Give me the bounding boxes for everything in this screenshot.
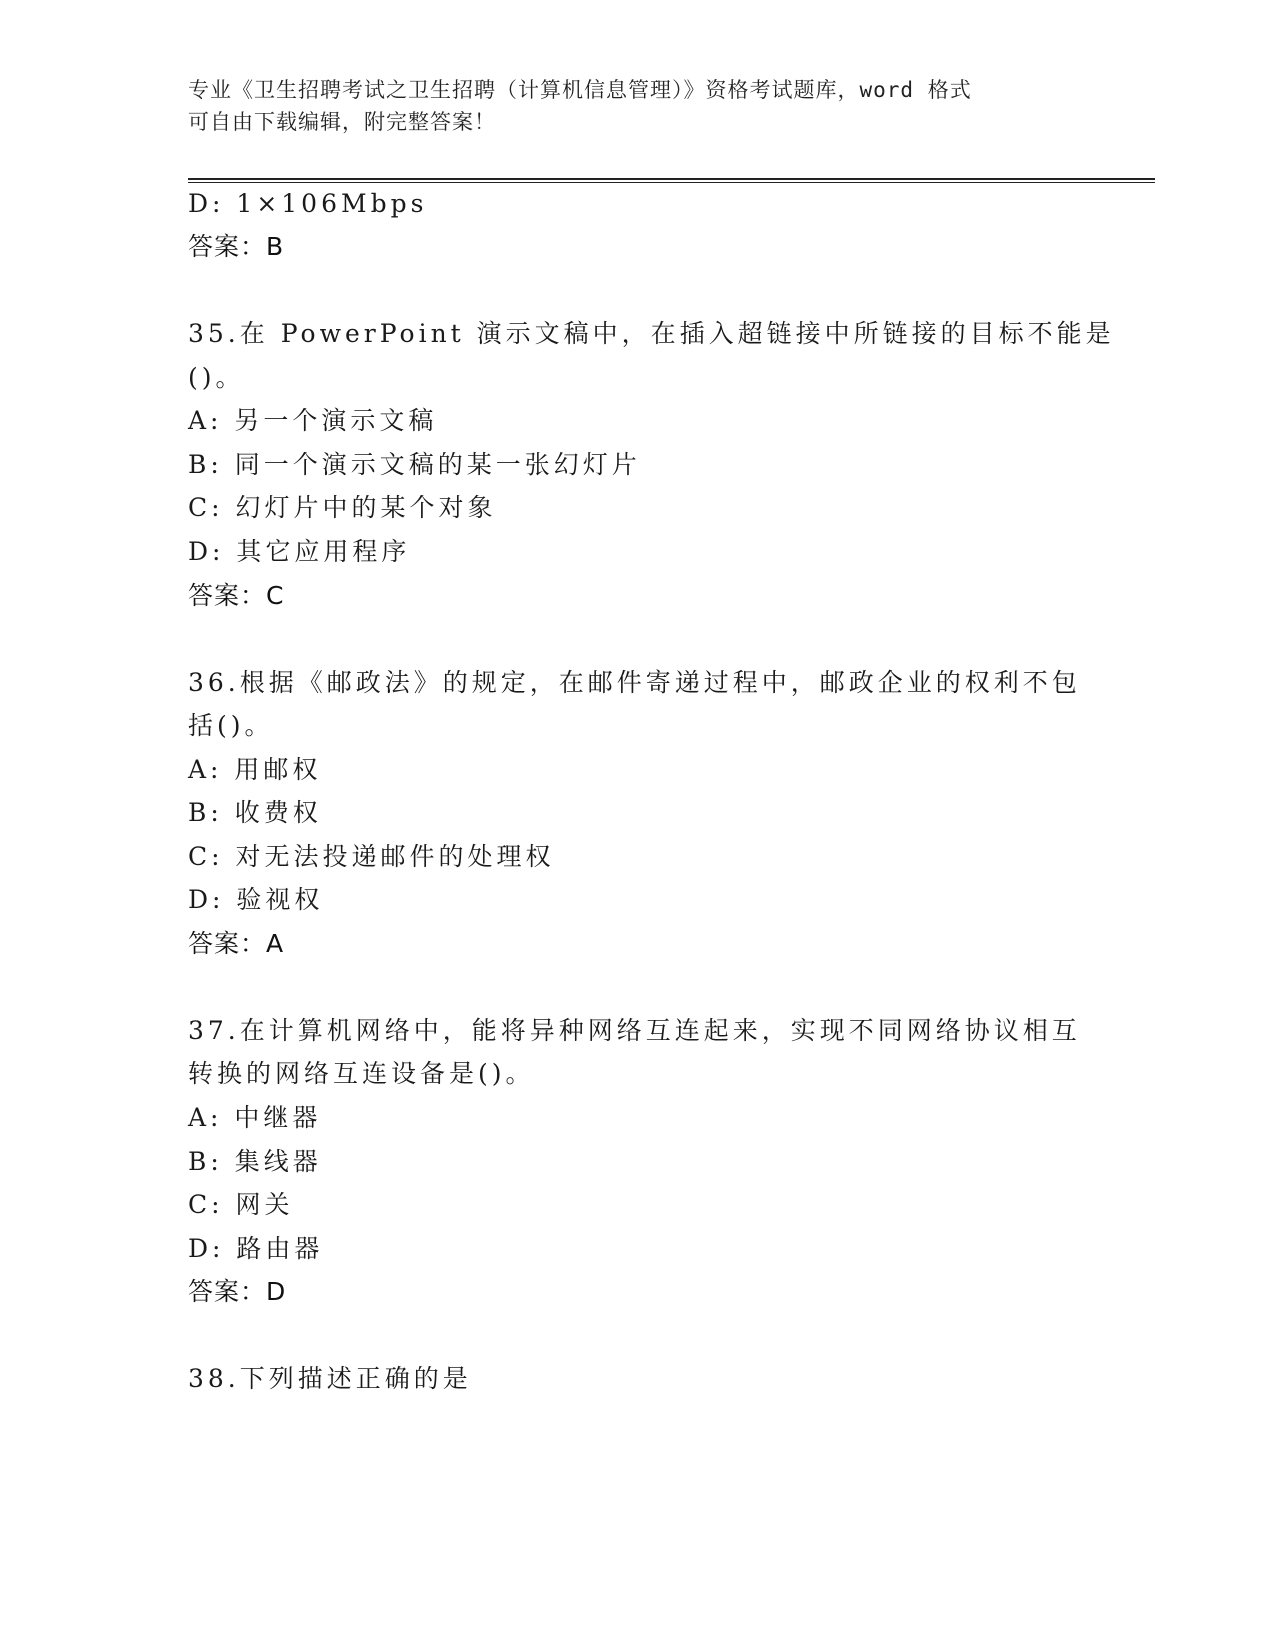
header-line-2: 可自由下载编辑，附完整答案！ — [188, 110, 496, 134]
q34-answer: 答案：B — [188, 232, 285, 261]
q35-stem-line-1: 35.在 PowerPoint 演示文稿中，在插入超链接中所链接的目标不能是 — [188, 319, 1115, 348]
q37-stem-line-1: 37.在计算机网络中，能将异种网络互连起来，实现不同网络协议相互 — [188, 1016, 1081, 1045]
q35-option-d: D: 其它应用程序 — [188, 537, 411, 566]
q36-option-d: D: 验视权 — [188, 885, 324, 914]
q37-option-a: A: 中继器 — [188, 1103, 322, 1132]
q35-option-a: A: 另一个演示文稿 — [188, 406, 438, 435]
q36-stem-line-2: 括()。 — [188, 711, 274, 740]
header-divider-thin — [188, 182, 1155, 183]
q35-answer: 答案：C — [188, 581, 285, 610]
header-line-1: 专业《卫生招聘考试之卫生招聘（计算机信息管理）》资格考试题库，word 格式 — [188, 78, 972, 102]
document-header — [188, 74, 1068, 138]
q37-stem-line-2: 转换的网络互连设备是()。 — [188, 1059, 535, 1088]
q34-option-d: D: 1×106Mbps — [188, 189, 428, 218]
q36-option-b: B: 收费权 — [188, 798, 322, 827]
q35-option-c: C: 幻灯片中的某个对象 — [188, 493, 497, 522]
q36-option-c: C: 对无法投递邮件的处理权 — [188, 842, 555, 871]
q36-stem-line-1: 36.根据《邮政法》的规定，在邮件寄递过程中，邮政企业的权利不包 — [188, 668, 1081, 697]
q36-option-a: A: 用邮权 — [188, 755, 322, 784]
q35-stem-line-2: ()。 — [188, 363, 245, 392]
q35-option-b: B: 同一个演示文稿的某一张幻灯片 — [188, 450, 641, 479]
q37-option-d: D: 路由器 — [188, 1234, 324, 1263]
q37-option-c: C: 网关 — [188, 1190, 294, 1219]
header-divider-thick — [188, 178, 1155, 180]
q37-option-b: B: 集线器 — [188, 1147, 322, 1176]
q37-answer: 答案：D — [188, 1277, 287, 1306]
q38-stem-line-1: 38.下列描述正确的是 — [188, 1364, 472, 1393]
q36-answer: 答案：A — [188, 929, 285, 958]
